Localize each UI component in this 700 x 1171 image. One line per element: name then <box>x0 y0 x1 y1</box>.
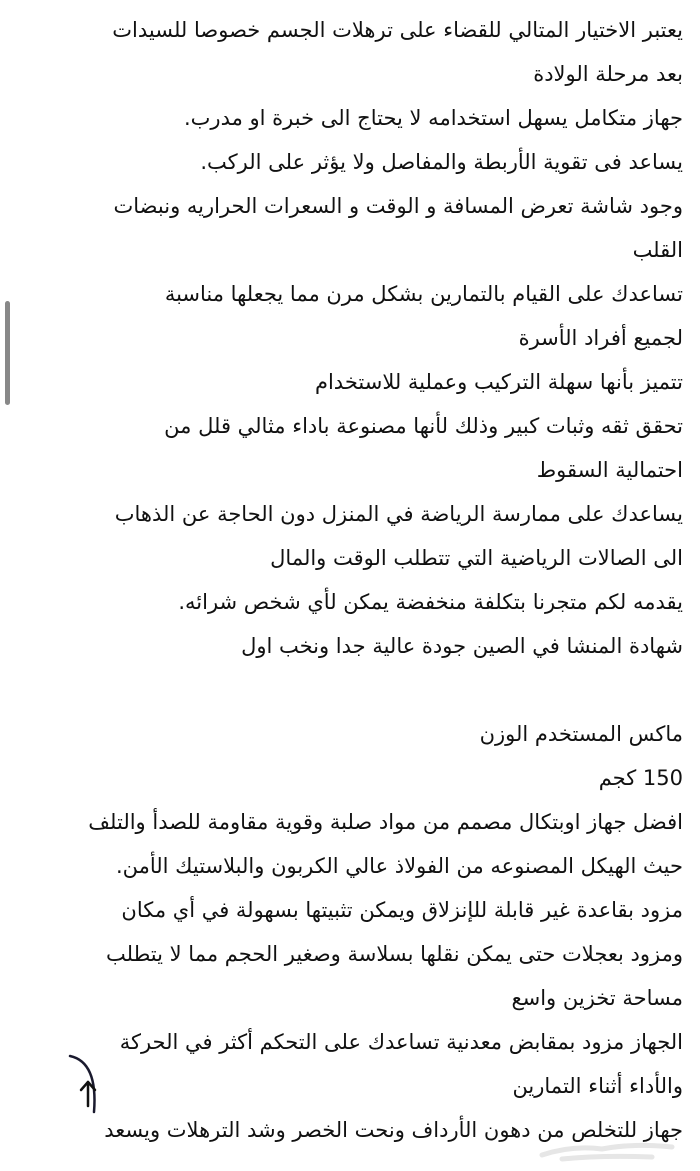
description-line: الى الصالات الرياضية التي تتطلب الوقت والمال <box>270 546 683 570</box>
description-line: القلب <box>632 238 683 262</box>
paragraph-spacer <box>13 668 683 712</box>
description-line: حيث الهيكل المصنوعه من الفولاذ عالي الكربون والبلاستيك الأمن. <box>115 854 683 878</box>
arrow-up-icon <box>60 1054 140 1114</box>
description-line: شهادة المنشا في الصين جودة عالية جدا ونخب اول <box>241 634 683 658</box>
description-line: جهاز متكامل يسهل استخدامه لا يحتاج الى خبرة او مدرب. <box>183 106 683 130</box>
description-line: جهاز للتخلص من دهون الأرداف ونحت الخصر وشد الترهلات ويسعد <box>104 1118 683 1142</box>
description-line: يساعدك على ممارسة الرياضة في المنزل دون الحاجة عن الذهاب <box>114 502 683 526</box>
haraj-watermark <box>532 1135 682 1165</box>
description-line: مزود بقاعدة غير قابلة للإنزلاق ويمكن تثبيتها بسهولة في أي مكان <box>121 898 683 922</box>
haraj-logo-icon <box>532 1135 682 1165</box>
description-line: احتمالية السقوط <box>536 458 683 482</box>
scrollbar-thumb[interactable] <box>5 301 10 405</box>
description-line: لجميع أفراد الأسرة <box>518 326 683 350</box>
max-weight-value: 150 كجم <box>598 766 683 790</box>
description-line: بعد مرحلة الولادة <box>533 62 683 86</box>
max-weight-label: ماكس المستخدم الوزن <box>479 722 683 746</box>
scroll-to-top-button[interactable] <box>60 1054 140 1114</box>
description-line: يعتبر الاختيار المتالي للقضاء على ترهلات الجسم خصوصا للسيدات <box>112 18 683 42</box>
top-fade <box>0 0 700 14</box>
listing-description <box>13 8 683 1152</box>
description-line: يقدمه لكم متجرنا بتكلفة منخفضة يمكن لأي شخص شرائه. <box>178 590 683 614</box>
description-line: يساعد فى تقوية الأربطة والمفاصل ولا يؤثر على الركب. <box>200 150 683 174</box>
description-line: الجهاز مزود بمقابض معدنية تساعدك على التحكم أكثر في الحركة <box>119 1030 683 1054</box>
description-line: تحقق ثقه وثبات كبير وذلك لأنها مصنوعة باداء مثالي قلل من <box>164 414 683 438</box>
description-line: افضل جهاز اوبتكال مصمم من مواد صلبة وقوية مقاومة للصدأ والتلف <box>88 810 683 834</box>
description-line: تساعدك على القيام بالتمارين بشكل مرن مما يجعلها مناسبة <box>164 282 683 306</box>
description-line: وجود شاشة تعرض المسافة و الوقت و السعرات الحراريه ونبضات <box>113 194 683 218</box>
description-line: تتميز بأنها سهلة التركيب وعملية للاستخدام <box>314 370 683 394</box>
description-line: والأداء أثناء التمارين <box>512 1074 683 1098</box>
description-line: مساحة تخزين واسع <box>511 986 683 1010</box>
description-line: ومزود بعجلات حتى يمكن نقلها بسلاسة وصغير الحجم مما لا يتطلب <box>106 942 683 966</box>
